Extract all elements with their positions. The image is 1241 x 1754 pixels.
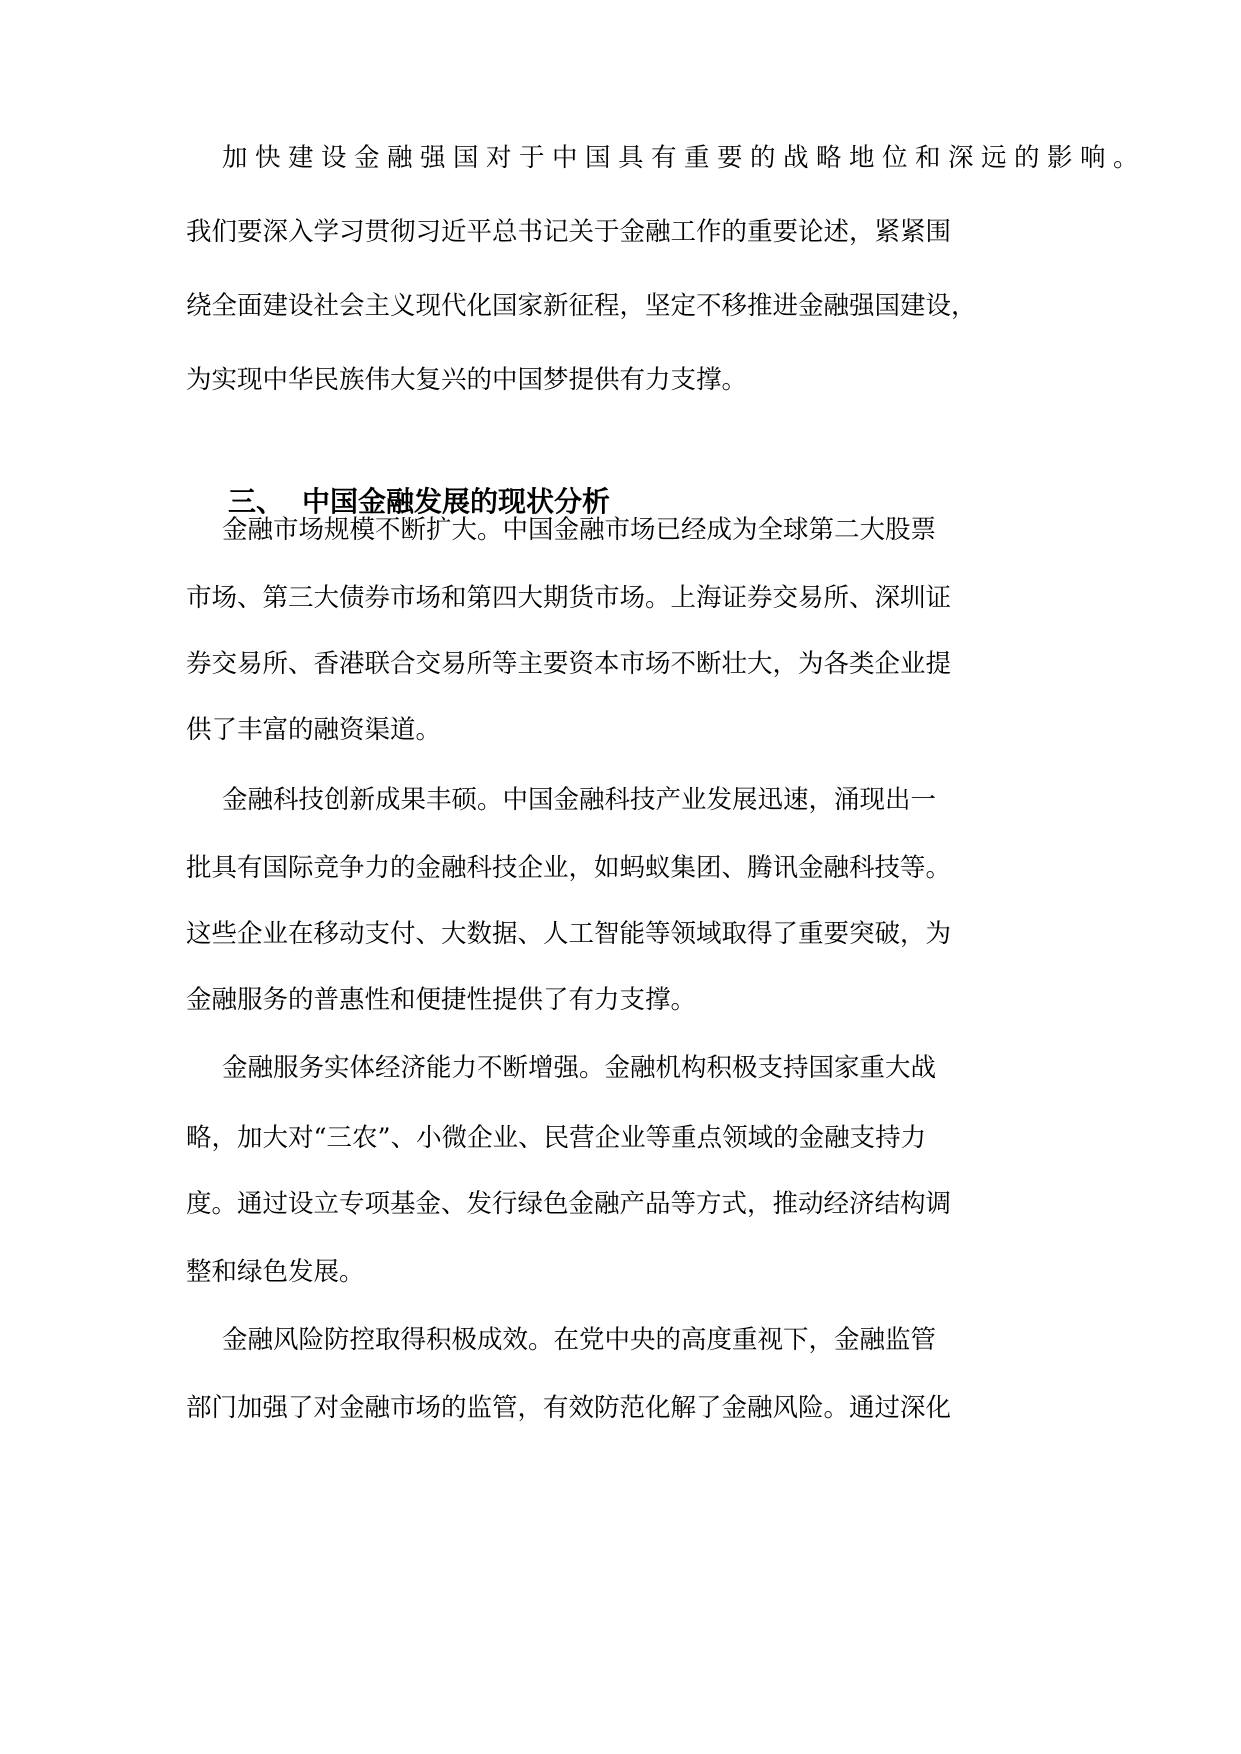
section-number: 三、 bbox=[228, 485, 285, 518]
text-line: 供了丰富的融资渠道。 bbox=[186, 715, 442, 745]
text-line: 为实现中华民族伟大复兴的中国梦提供有力支撑。 bbox=[186, 365, 748, 395]
text-line: 度。通过设立专项基金、发行绿色金融产品等方式，推动经济结构调 bbox=[186, 1189, 952, 1219]
text-line: 略，加大对“三农”、小微企业、民营企业等重点领域的金融支持力 bbox=[186, 1123, 927, 1153]
text-line: 金融科技创新成果丰硕。中国金融科技产业发展迅速，涌现出一 bbox=[222, 785, 937, 815]
text-line: 批具有国际竞争力的金融科技企业，如蚂蚁集团、腾讯金融科技等。 bbox=[186, 853, 952, 883]
text-line: 部门加强了对金融市场的监管，有效防范化解了金融风险。通过深化 bbox=[186, 1393, 952, 1423]
text-line: 金融服务的普惠性和便捷性提供了有力支撑。 bbox=[186, 985, 697, 1015]
text-line: 绕全面建设社会主义现代化国家新征程，坚定不移推进金融强国建设， bbox=[186, 291, 977, 321]
section-title: 中国金融发展的现状分析 bbox=[302, 485, 611, 518]
text-line: 这些企业在移动支付、大数据、人工智能等领域取得了重要突破，为 bbox=[186, 919, 952, 949]
text-line: 券交易所、香港联合交易所等主要资本市场不断壮大，为各类企业提 bbox=[186, 649, 952, 679]
text-line: 金融市场规模不断扩大。中国金融市场已经成为全球第二大股票 bbox=[222, 515, 937, 545]
text-line: 金融风险防控取得积极成效。在党中央的高度重视下，金融监管 bbox=[222, 1325, 937, 1355]
text-line: 加快建设金融强国对于中国具有重要的战略地位和深远的影响。 bbox=[222, 143, 1147, 173]
text-line: 市场、第三大债券市场和第四大期货市场。上海证券交易所、深圳证 bbox=[186, 583, 952, 613]
text-line: 我们要深入学习贯彻习近平总书记关于金融工作的重要论述，紧紧围 bbox=[186, 217, 952, 247]
text-line: 金融服务实体经济能力不断增强。金融机构积极支持国家重大战 bbox=[222, 1053, 937, 1083]
text-line: 整和绿色发展。 bbox=[186, 1257, 365, 1287]
